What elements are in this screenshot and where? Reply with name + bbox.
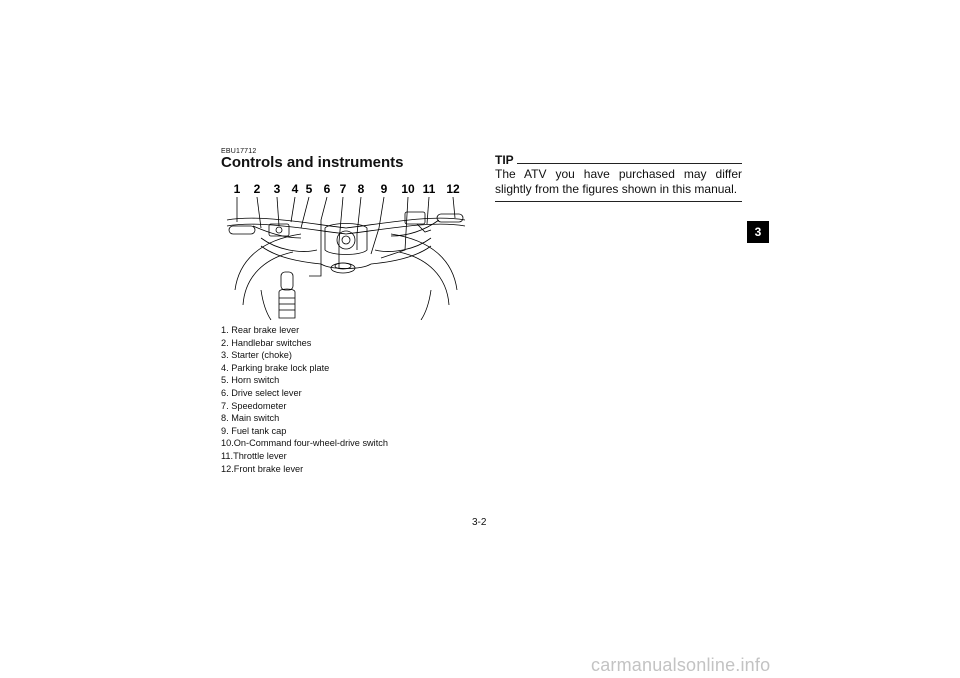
callout-3: 3	[273, 182, 281, 196]
callout-7: 7	[339, 182, 347, 196]
tip-text: The ATV you have purchased may differ slightly from the figures shown in this manual.	[495, 167, 742, 196]
legend-item: 7. Speedometer	[221, 400, 287, 411]
tip-box	[495, 154, 742, 202]
legend-item: 3. Starter (choke)	[221, 350, 292, 361]
page-number: 3-2	[472, 517, 487, 528]
callout-4: 4	[291, 182, 299, 196]
page-title: Controls and instruments	[221, 154, 404, 171]
legend-item: 9. Fuel tank cap	[221, 425, 287, 436]
callout-12: 12	[446, 182, 460, 196]
chapter-tab: 3	[747, 221, 769, 243]
tip-top-rule	[517, 163, 742, 164]
callout-1: 1	[233, 182, 241, 196]
legend-item: 10.On-Command four-wheel-drive switch	[221, 438, 388, 449]
callout-11: 11	[422, 182, 436, 196]
controls-illustration	[221, 180, 471, 320]
legend-item: 12.Front brake lever	[221, 463, 304, 474]
section-code: EBU17712	[221, 148, 257, 155]
tip-header	[495, 154, 742, 166]
callout-9: 9	[380, 182, 388, 196]
legend-item: 2. Handlebar switches	[221, 337, 312, 348]
callout-6: 6	[323, 182, 331, 196]
legend-item: 8. Main switch	[221, 413, 280, 424]
tip-bottom-rule	[495, 201, 742, 202]
callout-5: 5	[305, 182, 313, 196]
legend-list	[221, 324, 388, 475]
legend-item: 6. Drive select lever	[221, 387, 302, 398]
legend-item: 11.Throttle lever	[221, 450, 287, 461]
legend-item: 1. Rear brake lever	[221, 325, 300, 335]
legend-item: 4. Parking brake lock plate	[221, 362, 330, 373]
callout-8: 8	[357, 182, 365, 196]
callout-10: 10	[401, 182, 415, 196]
tip-label: TIP	[495, 153, 514, 167]
watermark: carmanualsonline.info	[591, 655, 771, 675]
callout-2: 2	[253, 182, 261, 196]
legend-item: 5. Horn switch	[221, 375, 280, 386]
